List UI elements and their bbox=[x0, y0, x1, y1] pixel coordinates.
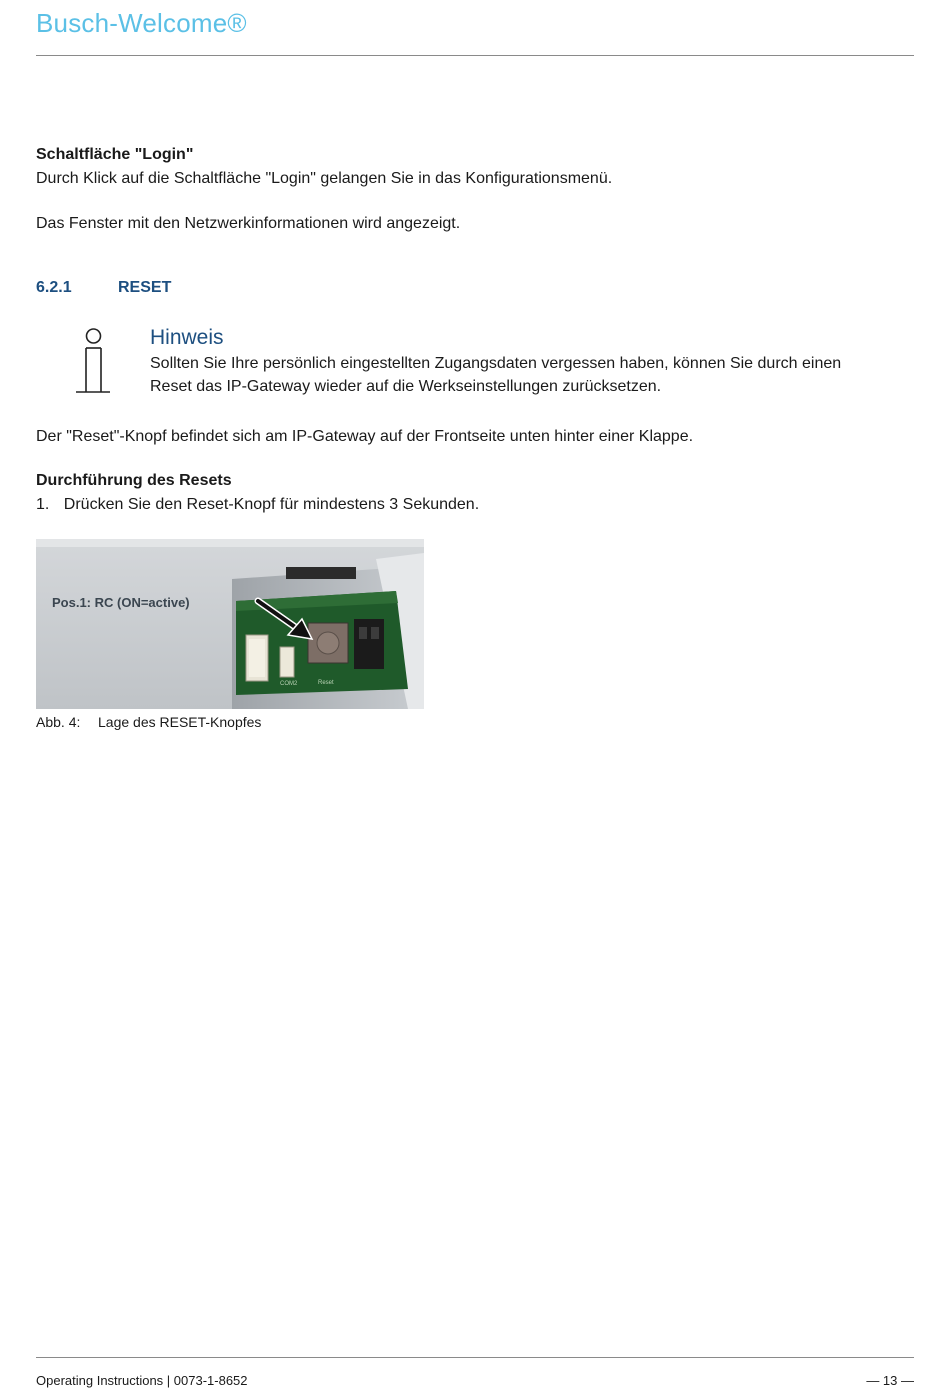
caption-number: Abb. 4: bbox=[36, 714, 81, 730]
step-text: Drücken Sie den Reset-Knopf für mindestens 3 Sekunden. bbox=[63, 496, 480, 513]
board-label-com2: COM2 bbox=[280, 681, 298, 687]
note-line-1: Sollten Sie Ihre persönlich eingestellten Zugangsdaten vergessen haben, können Sie durch einen bbox=[150, 355, 842, 372]
figure-caption bbox=[36, 714, 262, 730]
note-body bbox=[150, 352, 910, 398]
header-divider bbox=[36, 55, 914, 56]
brand-title: Busch-Welcome® bbox=[36, 8, 247, 38]
board-label-reset: Reset bbox=[318, 680, 334, 686]
note-title: Hinweis bbox=[150, 326, 224, 349]
note-line-2: Reset das IP-Gateway wieder auf die Werkseinstellungen zurücksetzen. bbox=[150, 378, 662, 395]
step-number: 1. bbox=[36, 496, 50, 513]
step-1 bbox=[36, 493, 479, 516]
caption-text: Lage des RESET-Knopfes bbox=[98, 714, 262, 730]
footer-doc-info: Operating Instructions | 0073-1-8652 bbox=[36, 1373, 248, 1388]
login-text-2: Das Fenster mit den Netzwerkinformationen wird angezeigt. bbox=[36, 215, 461, 232]
footer-divider bbox=[36, 1357, 914, 1358]
login-text-1: Durch Klick auf die Schaltfläche "Login" gelangen Sie in das Konfigurationsmenü. bbox=[36, 170, 613, 187]
photo-label: Pos.1: RC (ON=active) bbox=[52, 595, 190, 610]
info-icon bbox=[74, 326, 114, 396]
section-number: 6.2.1 bbox=[36, 279, 72, 296]
section-title: RESET bbox=[118, 279, 172, 296]
page-number: — 13 — bbox=[866, 1373, 914, 1388]
reset-location-text: Der "Reset"-Knopf befindet sich am IP-Gateway auf der Frontseite unten hinter einer Klappe. bbox=[36, 428, 694, 445]
login-heading: Schaltfläche "Login" bbox=[36, 146, 194, 163]
reset-button-photo bbox=[36, 539, 424, 709]
procedure-heading: Durchführung des Resets bbox=[36, 472, 232, 489]
